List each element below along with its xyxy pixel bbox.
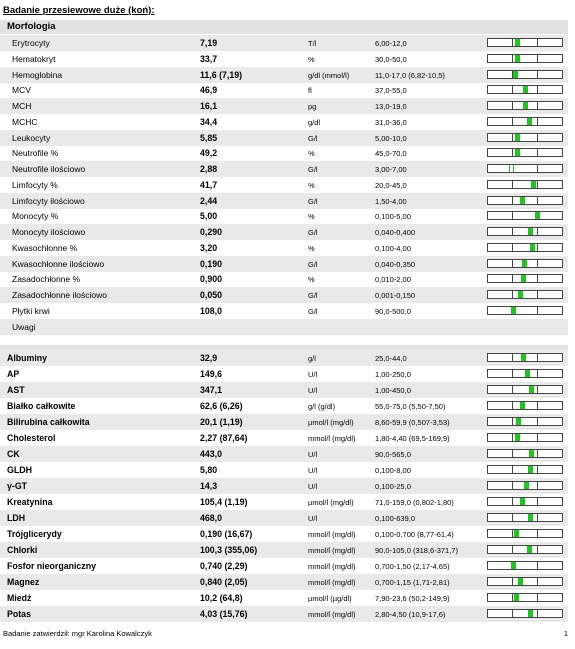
range-bar xyxy=(487,401,563,410)
result-value: 443,0 xyxy=(200,449,223,459)
unit-label: mmol/l (mg/dl) xyxy=(308,434,356,443)
table-row xyxy=(0,271,568,287)
result-value: 347,1 xyxy=(200,385,223,395)
table-row xyxy=(0,319,568,335)
test-name: Neutrofile ilościowo xyxy=(12,164,86,174)
result-value: 49,2 xyxy=(200,148,218,159)
range-marker xyxy=(514,594,519,601)
result-value: 16,1 xyxy=(200,101,218,111)
table-row xyxy=(0,208,568,224)
range-marker xyxy=(524,482,529,489)
result-value: 5,80 xyxy=(200,465,218,475)
reference-range: 2,80-4,50 (10,9-17,6) xyxy=(375,610,446,619)
test-name: Uwagi xyxy=(12,321,36,332)
table-row xyxy=(0,303,568,319)
range-marker xyxy=(518,578,523,585)
test-name: Płytki krwi xyxy=(12,305,50,316)
unit-label: % xyxy=(308,243,315,253)
unit-label: mmol/l (mg/dl) xyxy=(308,562,356,571)
test-name: Potas xyxy=(7,609,31,619)
test-name: MCV xyxy=(12,85,31,96)
table-row xyxy=(0,462,568,478)
range-marker xyxy=(528,514,533,521)
unit-label: G/l xyxy=(308,133,318,143)
reference-range: 0,100-4,00 xyxy=(375,243,411,253)
unit-label: G/l xyxy=(308,259,318,269)
result-value: 14,3 xyxy=(200,481,218,491)
reference-range: 0,040-0,400 xyxy=(375,228,416,237)
range-bar xyxy=(487,70,563,79)
table-row xyxy=(0,67,568,83)
table-row xyxy=(0,574,568,590)
result-value: 34,4 xyxy=(200,116,218,127)
test-name: Kwasochłonne ilościowo xyxy=(12,258,105,269)
unit-label: pg xyxy=(308,102,317,111)
table-row xyxy=(0,558,568,574)
range-marker xyxy=(529,386,534,393)
approval-note: Badanie zatwierdził: mgr Karolina Kowalczyk xyxy=(3,629,152,638)
range-marker xyxy=(515,39,520,46)
test-name: Zasadochłonne ilościowo xyxy=(12,290,107,300)
range-bar xyxy=(487,54,563,63)
table-row xyxy=(0,51,568,67)
range-marker xyxy=(511,562,516,569)
result-value: 62,6 (6,26) xyxy=(200,401,243,411)
test-name: Miedź xyxy=(7,593,32,603)
table-row xyxy=(0,366,568,382)
result-value: 0,740 (2,29) xyxy=(200,561,248,571)
range-marker xyxy=(511,307,516,314)
test-name: Magnez xyxy=(7,577,40,587)
unit-label: g/l xyxy=(308,354,316,363)
reference-range: 1,50-4,00 xyxy=(375,196,407,206)
result-value: 0,190 xyxy=(200,258,223,269)
test-name: Monocyty ilościowo xyxy=(12,227,86,237)
result-value: 11,6 (7,19) xyxy=(200,69,243,80)
unit-label: µmol/l (µg/dl) xyxy=(308,594,352,603)
test-name: Albuminy xyxy=(7,353,48,363)
result-value: 3,20 xyxy=(200,242,218,253)
range-bar xyxy=(487,465,563,474)
range-bar xyxy=(487,211,563,220)
unit-label: U/l xyxy=(308,466,318,475)
test-name: AP xyxy=(7,369,20,379)
range-marker xyxy=(520,197,525,204)
result-value: 10,2 (64,8) xyxy=(200,593,243,603)
reference-range: 8,60-59,9 (0,507-3,53) xyxy=(375,418,450,427)
test-name: MCHC xyxy=(12,116,38,127)
table-row xyxy=(0,510,568,526)
test-name: Zasadochłonne % xyxy=(12,274,81,285)
range-bar xyxy=(487,148,563,157)
table-row xyxy=(0,130,568,146)
range-marker xyxy=(515,149,520,156)
reference-range: 20,0-45,0 xyxy=(375,180,407,190)
unit-label: g/dl xyxy=(308,117,321,127)
result-value: 4,03 (15,76) xyxy=(200,609,248,619)
range-bar xyxy=(487,481,563,490)
test-name: Limfocyty ilościowo xyxy=(12,195,85,206)
table-row xyxy=(0,478,568,494)
reference-range: 55,0-75,0 (5,50-7,50) xyxy=(375,402,446,411)
range-marker xyxy=(527,118,532,125)
unit-label: % xyxy=(308,275,315,285)
reference-range: 1,00-250,0 xyxy=(375,370,411,379)
test-name: Cholesterol xyxy=(7,433,56,443)
reference-range: 7,90-23,6 (50,2-149,9) xyxy=(375,594,450,603)
range-bar xyxy=(487,306,563,315)
range-bar xyxy=(487,164,563,173)
result-value: 5,00 xyxy=(200,211,218,222)
table-row xyxy=(0,398,568,414)
range-bar xyxy=(487,180,563,189)
range-bar xyxy=(487,274,563,283)
test-name: Chlorki xyxy=(7,545,38,555)
unit-label: µmol/l (mg/dl) xyxy=(308,498,354,507)
table-row xyxy=(0,224,568,240)
test-name: LDH xyxy=(7,513,26,523)
unit-label: mmol/l (mg/dl) xyxy=(308,546,356,555)
test-name: Limfocyty % xyxy=(12,179,58,190)
result-value: 33,7 xyxy=(200,53,218,64)
unit-label: U/l xyxy=(308,386,318,395)
result-value: 105,4 (1,19) xyxy=(200,497,248,507)
unit-label: U/l xyxy=(308,370,318,379)
table-row xyxy=(0,35,568,51)
unit-label: % xyxy=(308,212,315,222)
table-row xyxy=(0,145,568,161)
table-row xyxy=(0,256,568,272)
unit-label: fl xyxy=(308,86,312,96)
table-row xyxy=(0,161,568,177)
result-value: 2,88 xyxy=(200,164,218,174)
table-row xyxy=(0,193,568,209)
unit-label: U/l xyxy=(308,514,318,523)
range-marker xyxy=(521,354,526,361)
unit-label: T/l xyxy=(308,39,317,48)
range-bar xyxy=(487,38,563,47)
range-bar xyxy=(487,196,563,205)
test-name: Erytrocyty xyxy=(12,38,50,48)
unit-label: G/l xyxy=(308,228,318,237)
unit-label: % xyxy=(308,180,315,190)
test-name: MCH xyxy=(12,101,32,111)
test-name: Trójglicerydy xyxy=(7,529,62,539)
range-marker xyxy=(529,450,534,457)
reference-range: 1,80-4,40 (69,5-169,9) xyxy=(375,434,450,443)
range-marker xyxy=(513,71,518,78)
reference-range: 11,0-17,0 (6,82-10,5) xyxy=(375,70,445,80)
test-name: Hematokryt xyxy=(12,53,56,64)
range-marker xyxy=(516,418,521,425)
range-bar xyxy=(487,369,563,378)
table-row xyxy=(0,430,568,446)
result-value: 100,3 (355,06) xyxy=(200,545,258,555)
range-marker xyxy=(535,212,540,219)
table-row xyxy=(0,82,568,98)
unit-label: g/dl (mmol/l) xyxy=(308,70,350,80)
reference-range: 37,0-55,0 xyxy=(375,86,407,96)
range-bar xyxy=(487,529,563,538)
reference-range: 0,001-0,150 xyxy=(375,291,416,300)
result-value: 0,290 xyxy=(200,227,223,237)
unit-label: mmol/l (mg/dl) xyxy=(308,578,356,587)
test-name: CK xyxy=(7,449,20,459)
result-value: 149,6 xyxy=(200,369,223,379)
unit-label: U/l xyxy=(308,450,318,459)
range-bar xyxy=(487,259,563,268)
report-title: Badanie przesiewowe duże (koń): xyxy=(3,5,155,16)
test-name: Bilirubina całkowita xyxy=(7,417,90,427)
unit-label: mmol/l (mg/dl) xyxy=(308,530,356,539)
range-bar xyxy=(487,243,563,252)
table-row xyxy=(0,590,568,606)
table-row xyxy=(0,526,568,542)
range-bar xyxy=(487,353,563,362)
unit-label: µmol/l (mg/dl) xyxy=(308,418,354,427)
result-value: 0,190 (16,67) xyxy=(200,529,253,539)
test-name: γ-GT xyxy=(7,481,28,491)
range-bar xyxy=(487,290,563,299)
reference-range: 71,0-159,0 (0,802-1,80) xyxy=(375,498,454,507)
reference-range: 0,100-8,00 xyxy=(375,466,411,475)
range-bar xyxy=(487,593,563,602)
result-value: 46,9 xyxy=(200,85,218,96)
range-marker xyxy=(531,181,536,188)
range-bar xyxy=(487,101,563,110)
result-value: 20,1 (1,19) xyxy=(200,417,243,427)
range-marker xyxy=(528,610,533,617)
reference-range: 0,040-0,350 xyxy=(375,259,416,269)
test-name: Kwasochłonne % xyxy=(12,242,78,253)
reference-range: 0,700-1,50 (2,17-4,65) xyxy=(375,562,450,571)
reference-range: 0,100-0,700 (8,77-61,4) xyxy=(375,530,454,539)
range-bar xyxy=(487,133,563,142)
table-row xyxy=(0,542,568,558)
range-bar xyxy=(487,385,563,394)
page-number: 1 xyxy=(563,629,568,638)
unit-label: G/l xyxy=(308,196,318,206)
reference-range: 0,100-639,0 xyxy=(375,514,416,523)
result-value: 0,840 (2,05) xyxy=(200,577,248,587)
result-value: 0,900 xyxy=(200,274,223,285)
test-name: Białko całkowite xyxy=(7,401,76,411)
range-bar xyxy=(487,545,563,554)
reference-range: 0,100-5,00 xyxy=(375,212,411,222)
range-marker xyxy=(514,530,519,537)
reference-range: 90,0-500,0 xyxy=(375,306,411,316)
reference-range: 5,00-10,0 xyxy=(375,133,407,143)
result-value: 32,9 xyxy=(200,353,218,363)
unit-label: U/l xyxy=(308,482,318,491)
range-marker xyxy=(515,134,520,141)
table-row xyxy=(0,98,568,114)
reference-range: 45,0-70,0 xyxy=(375,149,407,159)
range-marker xyxy=(515,434,520,441)
range-marker xyxy=(520,402,525,409)
reference-range: 0,100-25,0 xyxy=(375,482,411,491)
reference-range: 6,00-12,0 xyxy=(375,39,407,48)
test-name: Fosfor nieorganiczny xyxy=(7,561,96,571)
reference-range: 31,0-36,0 xyxy=(375,117,407,127)
range-bar xyxy=(487,227,563,236)
range-marker xyxy=(525,370,530,377)
table-row xyxy=(0,287,568,303)
table-row xyxy=(0,494,568,510)
reference-range: 0,010-2,00 xyxy=(375,275,411,285)
range-bar xyxy=(487,513,563,522)
range-bar xyxy=(487,609,563,618)
section-label: Morfologia xyxy=(7,21,56,32)
table-row xyxy=(0,350,568,366)
unit-label: g/l (g/dl) xyxy=(308,402,336,411)
range-marker xyxy=(515,55,520,62)
range-bar xyxy=(487,497,563,506)
test-name: Hemoglobina xyxy=(12,69,63,80)
unit-label: G/l xyxy=(308,306,318,316)
unit-label: G/l xyxy=(308,165,318,174)
result-value: 2,27 (87,64) xyxy=(200,433,248,443)
range-bar xyxy=(487,85,563,94)
reference-range: 0,700-1,15 (1,71-2,81) xyxy=(375,578,450,587)
range-marker xyxy=(523,102,528,109)
unit-label: G/l xyxy=(308,291,318,300)
test-name: AST xyxy=(7,385,25,395)
unit-label: % xyxy=(308,54,315,64)
range-marker xyxy=(520,498,525,505)
unit-label: mmol/l (mg/dl) xyxy=(308,610,356,619)
table-row xyxy=(0,446,568,462)
result-value: 468,0 xyxy=(200,513,223,523)
range-marker xyxy=(509,165,514,172)
range-marker xyxy=(523,86,528,93)
table-row xyxy=(0,177,568,193)
range-bar xyxy=(487,561,563,570)
range-marker xyxy=(521,275,526,282)
range-marker xyxy=(518,291,523,298)
table-row xyxy=(0,382,568,398)
test-name: Leukocyty xyxy=(12,132,51,143)
table-row xyxy=(0,414,568,430)
test-name: Neutrofile % xyxy=(12,148,59,159)
range-marker xyxy=(530,244,535,251)
range-bar xyxy=(487,449,563,458)
range-marker xyxy=(527,546,532,553)
reference-range: 1,00-450,0 xyxy=(375,386,411,395)
result-value: 5,85 xyxy=(200,132,218,143)
reference-range: 30,0-50,0 xyxy=(375,54,407,64)
unit-label: % xyxy=(308,149,315,159)
result-value: 0,050 xyxy=(200,290,223,300)
reference-range: 13,0-19,0 xyxy=(375,102,407,111)
result-value: 108,0 xyxy=(200,305,223,316)
reference-range: 3,00-7,00 xyxy=(375,165,407,174)
range-bar xyxy=(487,417,563,426)
test-name: Kreatynina xyxy=(7,497,53,507)
test-name: GLDH xyxy=(7,465,32,475)
range-marker xyxy=(528,466,533,473)
table-row xyxy=(0,240,568,256)
section-header-morfologia xyxy=(0,20,568,34)
range-bar xyxy=(487,433,563,442)
result-value: 7,19 xyxy=(200,38,218,48)
result-value: 2,44 xyxy=(200,195,218,206)
range-marker xyxy=(528,228,533,235)
reference-range: 25,0-44,0 xyxy=(375,354,407,363)
reference-range: 90,0-105,0 (318,6-371,7) xyxy=(375,546,458,555)
range-marker xyxy=(522,260,527,267)
table-row xyxy=(0,114,568,130)
range-bar xyxy=(487,117,563,126)
test-name: Monocyty % xyxy=(12,211,59,222)
result-value: 41,7 xyxy=(200,179,218,190)
range-bar xyxy=(487,577,563,586)
reference-range: 90,0-565,0 xyxy=(375,450,411,459)
table-row xyxy=(0,606,568,622)
